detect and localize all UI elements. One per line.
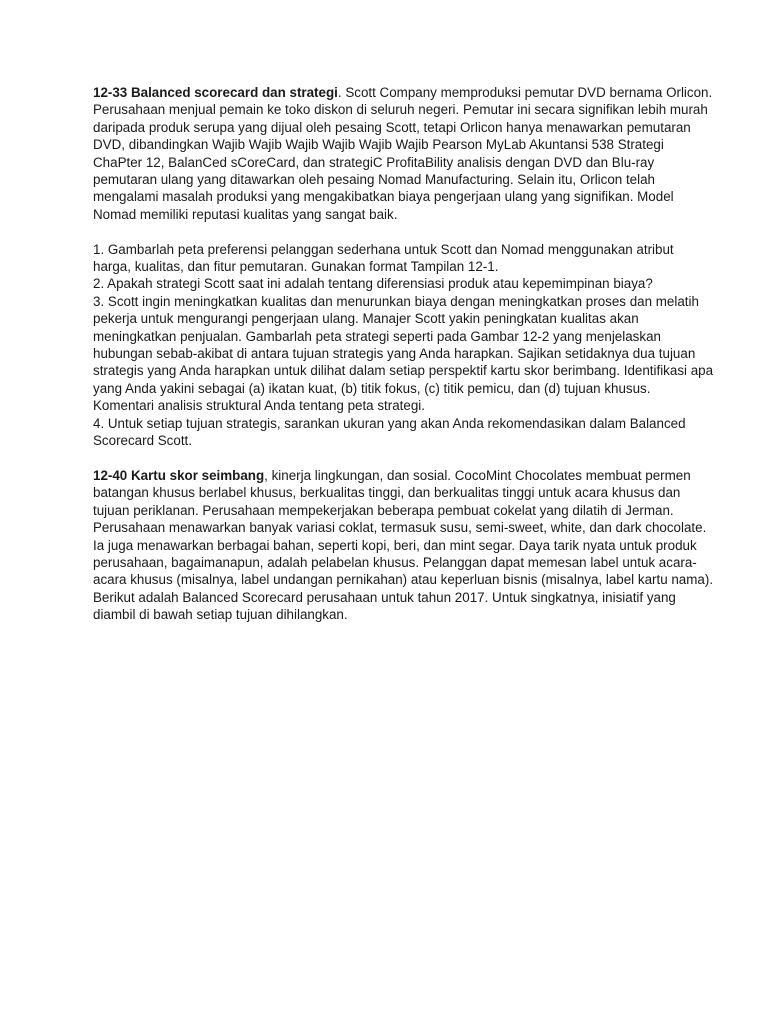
- problem-12-40-body: , kinerja lingkungan, dan sosial. CocoMint Chocolates membuat permen batangan khusus berlabel khusus, berkualitas tinggi, dan berkualitas tinggi untuk acara khusus dan tujuan periklanan. Perusahaan mempekerjakan beberapa pembuat cokelat yang dilatih di Jerman. Perusahaan menawarkan banyak variasi coklat, termasuk susu, semi-sweet, white, dan dark chocolate. Ia juga menawarkan berbagai bahan, seperti kopi, beri, dan mint segar. Daya tarik nyata untuk produk perusahaan, bagaimanapun, adalah pelabelan khusus. Pelanggan dapat memesan label untuk acara- acara khusus (misalnya, label undangan pernikahan) atau keperluan bisnis (misalnya, label kartu nama). Berikut adalah Balanced Scorecard perusahaan untuk tahun 2017. Untuk singkatnya, inisiatif yang diambil di bawah setiap tujuan dihilangkan.: [93, 467, 714, 623]
- paragraph-gap: [93, 450, 753, 467]
- paragraph-gap: [93, 223, 753, 240]
- question-1: 1. Gambarlah peta preferensi pelanggan sederhana untuk Scott dan Nomad menggunakan atribut harga, kualitas, dan fitur pemutaran. Gunakan format Tampilan 12-1.: [93, 241, 674, 275]
- problem-12-40-intro: [93, 467, 753, 624]
- question-2: 2. Apakah strategi Scott saat ini adalah tentang diferensiasi produk atau kepemimpinan biaya?: [93, 276, 653, 292]
- problem-12-33-intro: [93, 84, 753, 223]
- problem-12-40-heading: 12-40 Kartu skor seimbang: [93, 467, 265, 483]
- problem-12-33-questions: [93, 241, 753, 450]
- question-3: 3. Scott ingin meningkatkan kualitas dan menurunkan biaya dengan meningkatkan proses dan melatih pekerja untuk mengurangi pengerjaan ulang. Manajer Scott yakin peningkatan kualitas akan meningkatkan penjualan. Gambarlah peta strategi seperti pada Gambar 12-2 yang menjelaskan hubungan sebab-akibat di antara tujuan strategis yang Anda harapkan. Sajikan setidaknya dua tujuan strategis yang Anda harapkan untuk dilihat dalam setiap perspektif kartu skor berimbang. Identifikasi apa yang Anda yakini sebagai (a) ikatan kuat, (b) titik fokus, (c) titik pemicu, dan (d) tujuan khusus. Komentari analisis struktural Anda tentang peta strategi.: [93, 293, 714, 414]
- problem-12-33-body: . Scott Company memproduksi pemutar DVD bernama Orlicon. Perusahaan menjual pemain ke toko diskon di seluruh negeri. Pemutar ini secara signifikan lebih murah daripada produk serupa yang dijual oleh pesaing Scott, tetapi Orlicon hanya menawarkan pemutaran DVD, dibandingkan Wajib Wajib Wajib Wajib Wajib Wajib Pearson MyLab Akuntansi 538 Strategi ChaPter 12, BalanCed sCoreCard, dan strategiC ProfitaBility analisis dengan DVD dan Blu-ray pemutaran ulang yang ditawarkan oleh pesaing Nomad Manufacturing. Selain itu, Orlicon telah mengalami masalah produksi yang mengakibatkan biaya pengerjaan ulang yang signifikan. Model Nomad memiliki reputasi kualitas yang sangat baik.: [93, 85, 713, 222]
- question-4: 4. Untuk setiap tujuan strategis, sarankan ukuran yang akan Anda rekomendasikan dalam Balanced Scorecard Scott.: [93, 415, 686, 449]
- problem-12-33-heading: 12-33 Balanced scorecard dan strategi: [93, 85, 338, 100]
- document-page: [93, 84, 753, 624]
